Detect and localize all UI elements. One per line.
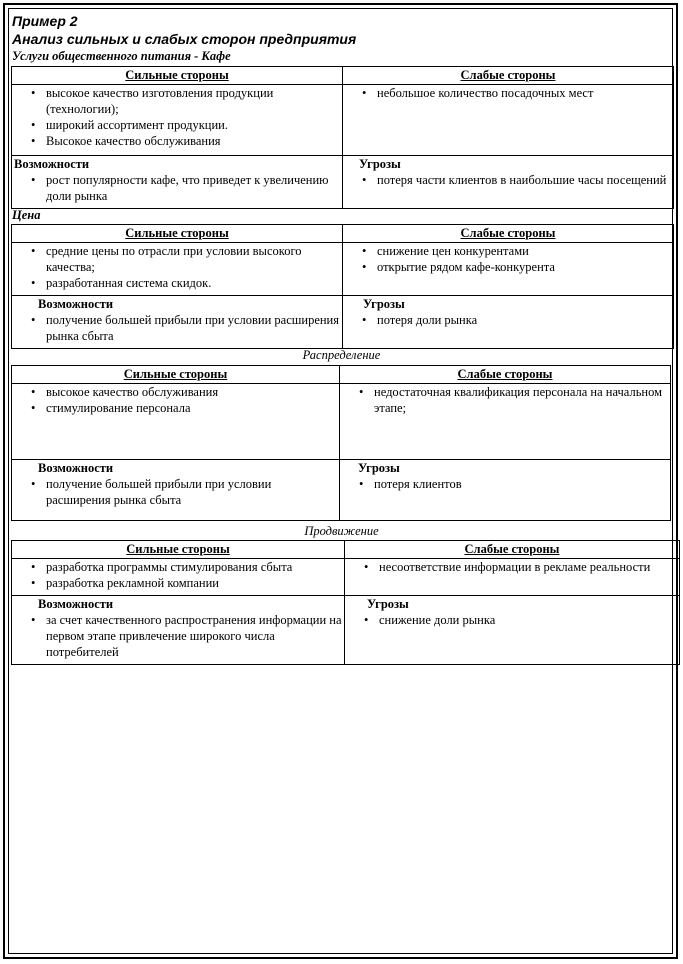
swot-table-promotion xyxy=(11,540,680,665)
opportunities-label: Возможности xyxy=(38,461,114,475)
section-caption-distribution: Распределение xyxy=(302,348,381,362)
strengths-header: Сильные стороны xyxy=(12,541,345,559)
weaknesses-header: Слабые стороны xyxy=(340,366,671,384)
swot-table-price xyxy=(11,224,674,349)
list-item: • разработка рекламной компании xyxy=(14,575,342,591)
opportunities-label: Возможности xyxy=(14,157,90,171)
threats-cell xyxy=(340,460,671,521)
list-item: • разработанная система скидок. xyxy=(14,275,340,291)
strengths-cell xyxy=(12,85,343,156)
threats-label: Угрозы xyxy=(359,157,401,171)
opportunities-cell xyxy=(12,296,343,349)
weaknesses-header: Слабые стороны xyxy=(345,541,680,559)
list-item: • за счет качественного распространения информации на первом этапе привлечение широкого числа потребителей xyxy=(14,612,342,660)
opportunities-label: Возможности xyxy=(38,597,114,611)
weaknesses-cell xyxy=(343,243,674,296)
example-title: Пример 2 xyxy=(12,13,78,29)
section-caption-services: Услуги общественного питания - Кафе xyxy=(12,49,231,63)
list-item: • недостаточная квалификация персонала на начальном этапе; xyxy=(342,384,668,416)
weaknesses-header: Слабые стороны xyxy=(343,225,674,243)
opportunities-label: Возможности xyxy=(38,297,114,311)
list-item: • несоответствие информации в рекламе реальности xyxy=(347,559,677,575)
strengths-header: Сильные стороны xyxy=(12,366,340,384)
opportunities-cell xyxy=(12,460,340,521)
list-item: • снижение цен конкурентами xyxy=(345,243,671,259)
strengths-header: Сильные стороны xyxy=(12,67,343,85)
threats-cell xyxy=(343,156,674,209)
list-item: • рост популярности кафе, что приведет к увеличению доли рынка xyxy=(14,172,340,204)
weaknesses-cell xyxy=(345,559,680,596)
section-caption-price: Цена xyxy=(12,208,41,222)
opportunities-cell xyxy=(12,156,343,209)
list-item: • снижение доли рынка xyxy=(347,612,677,628)
list-item: • средние цены по отрасли при условии высокого качества; xyxy=(14,243,340,275)
list-item: • разработка программы стимулирования сбыта xyxy=(14,559,342,575)
swot-table-services xyxy=(11,66,674,209)
weaknesses-cell xyxy=(340,384,671,460)
threats-label: Угрозы xyxy=(358,461,400,475)
opportunities-cell xyxy=(12,596,345,665)
list-item: • потеря клиентов xyxy=(342,476,668,492)
weaknesses-cell xyxy=(343,85,674,156)
list-item: • получение большей прибыли при условии расширения рынка сбыта xyxy=(14,476,337,508)
threats-label: Угрозы xyxy=(367,597,409,611)
list-item: • получение большей прибыли при условии расширения рынка сбыта xyxy=(14,312,340,344)
list-item: • Высокое качество обслуживания xyxy=(14,133,340,149)
list-item: • потеря части клиентов в наибольшие часы посещений xyxy=(345,172,671,188)
strengths-cell xyxy=(12,384,340,460)
strengths-cell xyxy=(12,243,343,296)
threats-label: Угрозы xyxy=(363,297,405,311)
threats-cell xyxy=(343,296,674,349)
list-item: • широкий ассортимент продукции. xyxy=(14,117,340,133)
swot-table-distribution xyxy=(11,365,671,521)
analysis-title: Анализ сильных и слабых сторон предприятия xyxy=(12,31,357,47)
section-caption-promotion: Продвижение xyxy=(304,524,379,538)
list-item: • стимулирование персонала xyxy=(14,400,337,416)
strengths-cell xyxy=(12,559,345,596)
threats-cell xyxy=(345,596,680,665)
strengths-header: Сильные стороны xyxy=(12,225,343,243)
list-item: • небольшое количество посадочных мест xyxy=(345,85,671,101)
list-item: • открытие рядом кафе-конкурента xyxy=(345,259,671,275)
list-item: • высокое качество обслуживания xyxy=(14,384,337,400)
list-item: • высокое качество изготовления продукции (технологии); xyxy=(14,85,340,117)
list-item: • потеря доли рынка xyxy=(345,312,671,328)
weaknesses-header: Слабые стороны xyxy=(343,67,674,85)
